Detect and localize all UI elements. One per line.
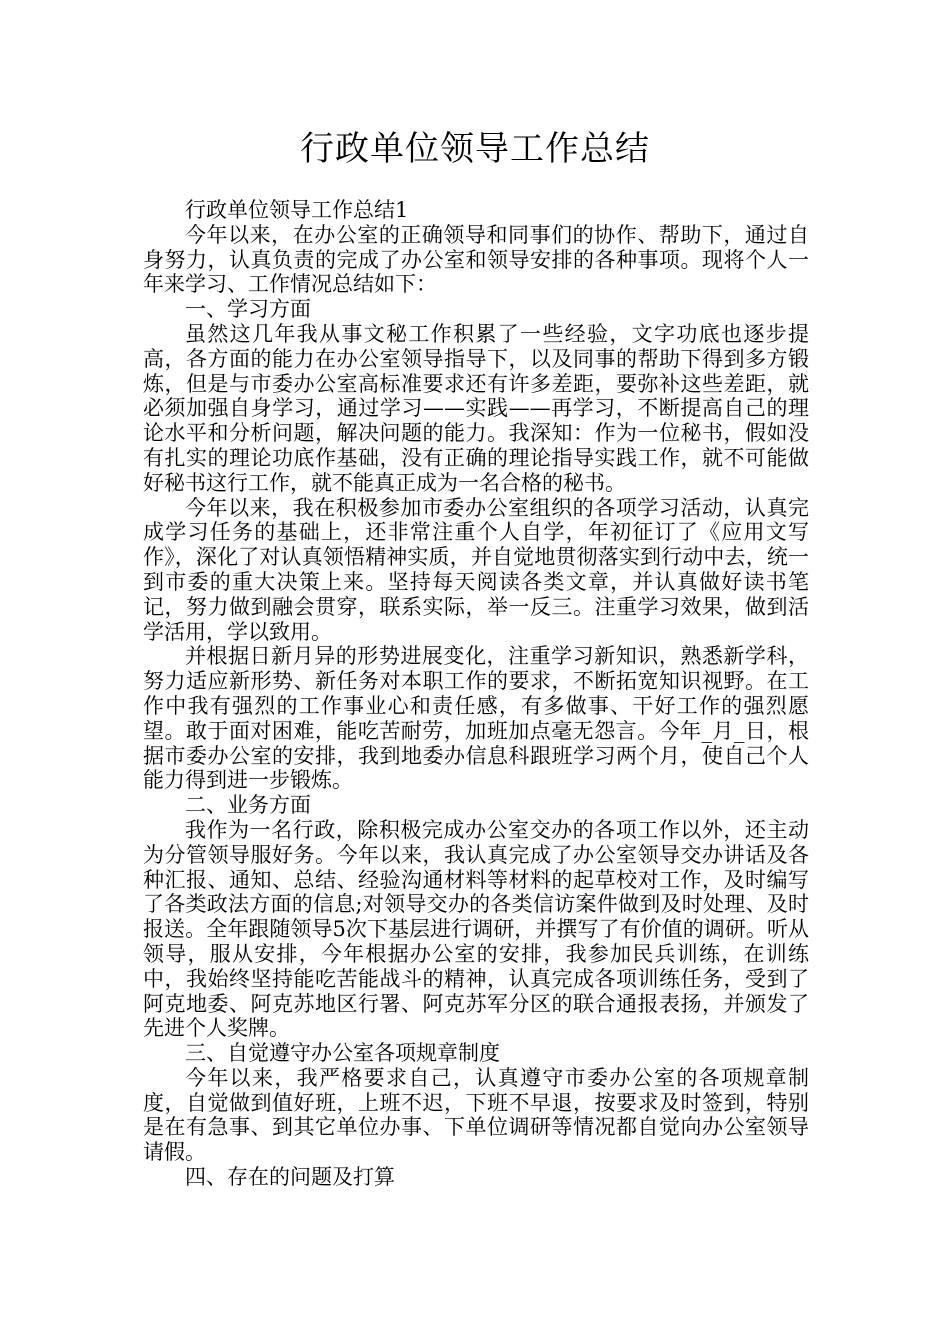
document-title: 行政单位领导工作总结 [300,129,650,169]
section-heading-business: 二、业务方面 [185,793,311,818]
rules-paragraph: 今年以来，我严格要求自己，认真遵守市委办公室的各项规章制度，自觉做到值好班，上班不迟，下班不早退，按要求及时签到，特别是在有急事、到其它单位办事、下单位调研等情况都自觉向办公室领导请假。 [143,1065,809,1165]
section-heading-problems: 四、存在的问题及打算 [185,1165,395,1190]
section-heading-study: 一、学习方面 [185,297,311,322]
section-heading-rules: 三、自觉遵守办公室各项规章制度 [185,1041,500,1066]
document-body [143,198,809,1190]
study-paragraph-2: 今年以来，我在积极参加市委办公室组织的各项学习活动，认真完成学习任务的基础上，还非常注重个人自学，年初征订了《应用文写作》，深化了对认真领悟精神实质，并自觉地贯彻落实到行动中去，统一到市委的重大决策上来。坚持每天阅读各类文章，并认真做好读书笔记，努力做到融会贯穿，联系实际，举一反三。注重学习效果，做到活学活用，学以致用。 [143,495,809,644]
subtitle-paragraph: 行政单位领导工作总结1 [185,198,409,222]
study-paragraph-1: 虽然这几年我从事文秘工作积累了一些经验，文字功底也逐步提高，各方面的能力在办公室领导指导下，以及同事的帮助下得到多方锻炼，但是与市委办公室高标准要求还有许多差距，要弥补这些差距，就必须加强自身学习，通过学习——实践——再学习，不断提高自己的理论水平和分析问题，解决问题的能力。我深知：作为一位秘书，假如没有扎实的理论功底作基础，没有正确的理论指导实践工作，就不可能做好秘书这行工作，就不能真正成为一名合格的秘书。 [143,321,809,495]
business-paragraph: 我作为一名行政，除积极完成办公室交办的各项工作以外，还主动为分管领导服好务。今年以来，我认真完成了办公室领导交办讲话及各种汇报、通知、总结、经验沟通材料等材料的起草校对工作，及时编写了各类政法方面的信息;对领导交办的各类信访案件做到及时处理、及时报送。全年跟随领导5次下基层进行调研，并撰写了有价值的调研。听从领导，服从安排，今年根据办公室的安排，我参加民兵训练，在训练中，我始终坚持能吃苦能战斗的精神，认真完成各项训练任务，受到了阿克地委、阿克苏地区行署、阿克苏军分区的联合通报表扬，并颁发了先进个人奖牌。 [143,817,809,1041]
study-paragraph-3: 并根据日新月异的形势进展变化，注重学习新知识，熟悉新学科，努力适应新形势、新任务对本职工作的要求，不断拓宽知识视野。在工作中我有强烈的工作事业心和责任感，有多做事、干好工作的强烈愿望。敢于面对困难，能吃苦耐劳，加班加点毫无怨言。今年_月_日，根据市委办公室的安排，我到地委办信息科跟班学习两个月，使自己个人能力得到进一步锻炼。 [143,644,809,793]
intro-paragraph: 今年以来，在办公室的正确领导和同事们的协作、帮助下，通过自身努力，认真负责的完成了办公室和领导安排的各种事项。现将个人一年来学习、工作情况总结如下： [143,222,809,297]
